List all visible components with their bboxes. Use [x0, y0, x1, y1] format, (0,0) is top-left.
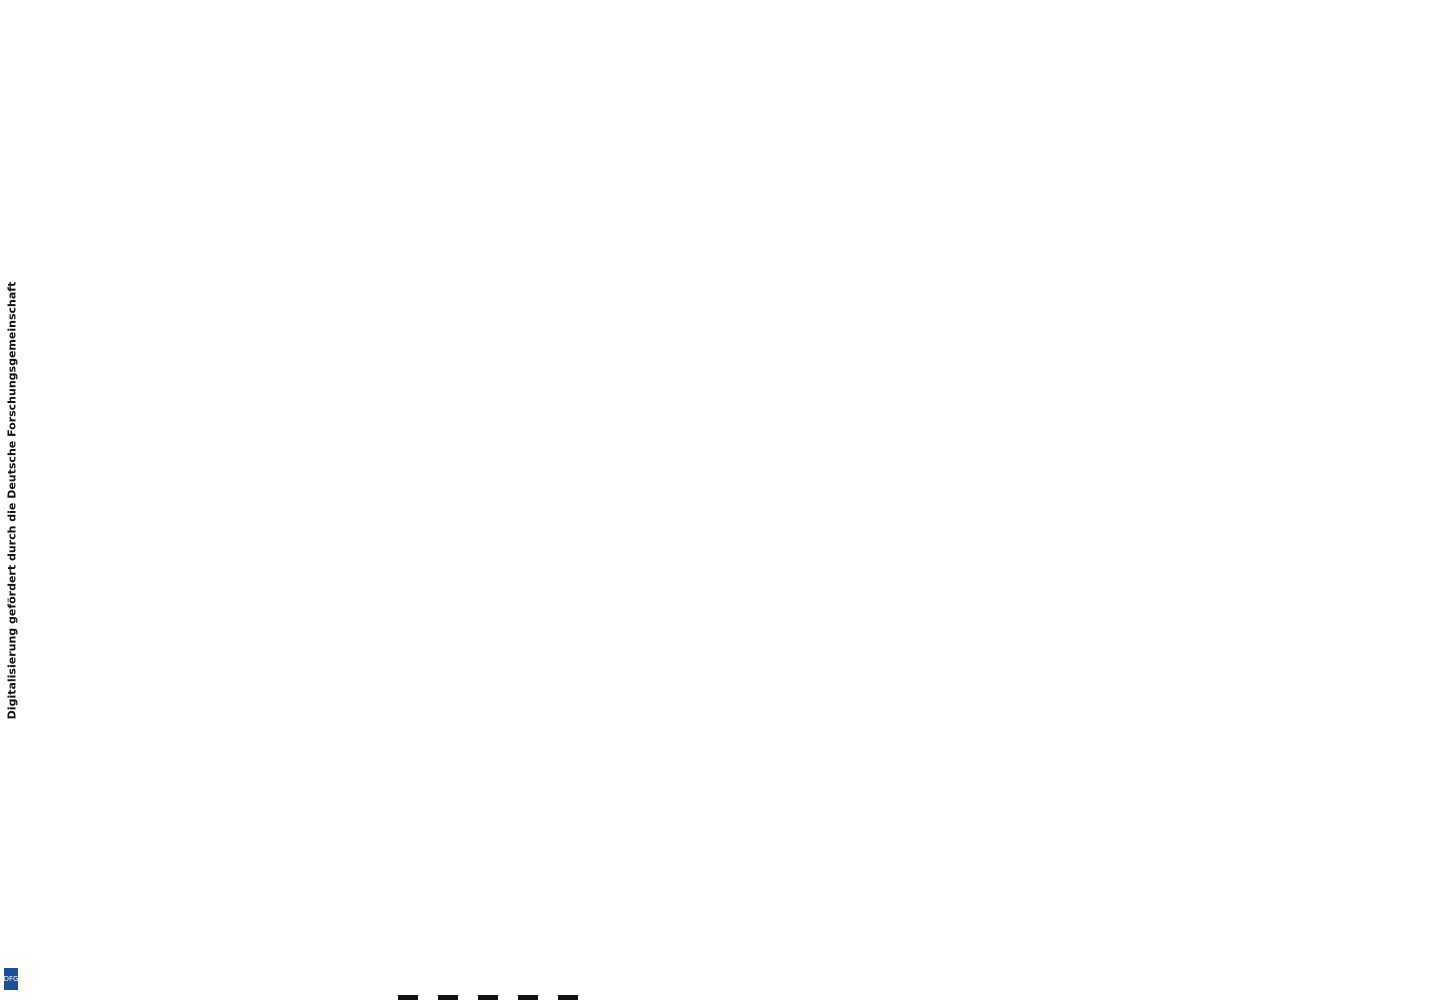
digitization-credit	[0, 0, 24, 1000]
scale-bar	[398, 995, 578, 1000]
credit-text: Digitalisierung gefördert durch die Deutsche Forschungsgemeinschaft	[5, 281, 19, 719]
dfg-logo: DFG	[4, 968, 18, 990]
